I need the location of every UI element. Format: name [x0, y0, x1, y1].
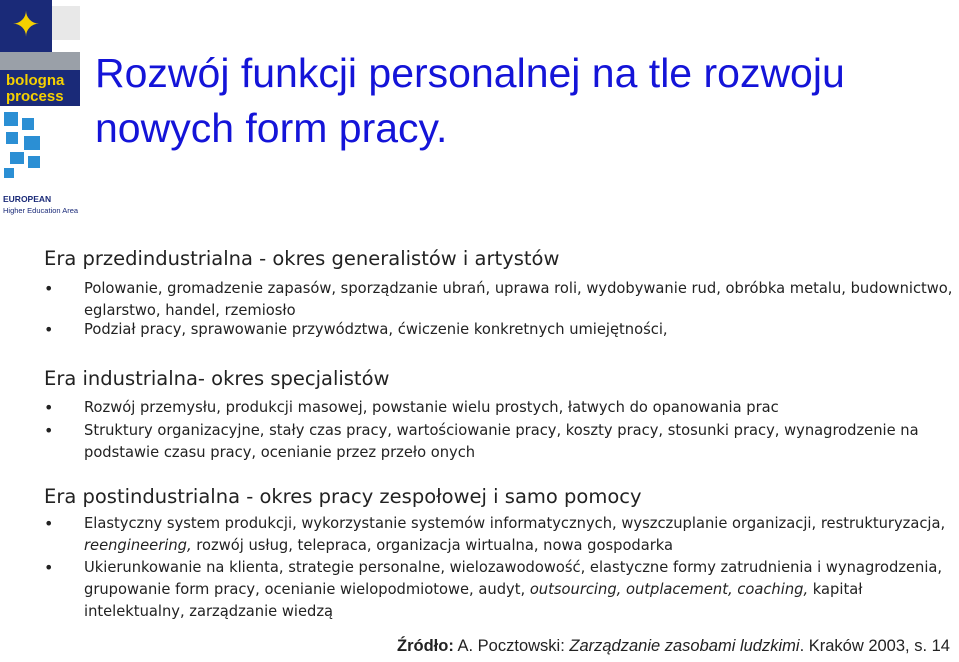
bullet-text: kapitał intelektualny, zarządzanie wiedzą [84, 581, 863, 620]
bullet-preindustrial-2: • Podział pracy, sprawowanie przywództwa, ćwiczenie konkretnych umiejętności, [84, 319, 954, 341]
title-line-2: nowych form pracy. [95, 105, 448, 151]
bullet-preindustrial-1: • Polowanie, gromadzenie zapasów, sporządzanie ubrań, uprawa roli, wydobywanie rud, obróbka metalu, budownictwo, eglarstwo, handel, rzemiosło [84, 278, 954, 322]
bullet-postindustrial-2 [84, 557, 954, 623]
title-line-1: Rozwój funkcji personalnej na tle rozwoju [95, 50, 845, 96]
bullet-italic-terms: outsourcing, outplacement, coaching, [529, 581, 809, 598]
logo-footer-european: EUROPEAN [3, 194, 52, 204]
source-citation [397, 637, 950, 656]
section-heading-postindustrial: Era postindustrialna - okres pracy zespołowej i samo pomocy [44, 485, 642, 508]
source-work: Zarządzanie zasobami ludzkimi [569, 637, 800, 655]
logo-word-process: process [6, 88, 64, 105]
source-author: A. Pocztowski: [453, 637, 570, 655]
section-heading-preindustrial: Era przedindustrialna - okres generalistów i artystów [44, 247, 560, 270]
logo-footer-ehea: Higher Education Area [3, 206, 79, 215]
logo-word-bologna: bologna [6, 72, 65, 89]
section-heading-industrial: Era industrialna- okres specjalistów [44, 367, 390, 390]
bullet-industrial-1: • Rozwój przemysłu, produkcji masowej, powstanie wielu prostych, łatwych do opanowania prac [84, 397, 954, 419]
bullet-text: Ukierunkowanie na klienta, strategie personalne, wielozawodowość, elastyczne formy zatrudnienia i wynagrodzenia, grupowanie form pracy, ocenianie wielopodmiotowe, audyt, [84, 559, 943, 598]
bullet-text: Elastyczny system produkcji, wykorzystanie systemów informatycznych, wyszczuplanie organizacji, restrukturyzacja, [84, 515, 946, 532]
bologna-process-logo [0, 0, 96, 222]
source-label: Źródło: [397, 637, 454, 655]
source-rest: . Kraków 2003, s. 14 [799, 637, 950, 655]
svg-text:✦: ✦ [11, 5, 41, 45]
bullet-industrial-2: • Struktury organizacyjne, stały czas pracy, wartościowanie pracy, koszty pracy, stosunki pracy, wynagrodzenie na podstawie czasu pracy, ocenianie przez przeło onych [84, 420, 954, 464]
slide-title [95, 46, 945, 156]
logo-graphic [0, 0, 96, 222]
bullet-italic-term: reengineering, [84, 537, 192, 554]
bullet-postindustrial-1 [84, 513, 954, 557]
bullet-text: rozwój usług, telepraca, organizacja wirtualna, nowa gospodarka [191, 537, 674, 554]
